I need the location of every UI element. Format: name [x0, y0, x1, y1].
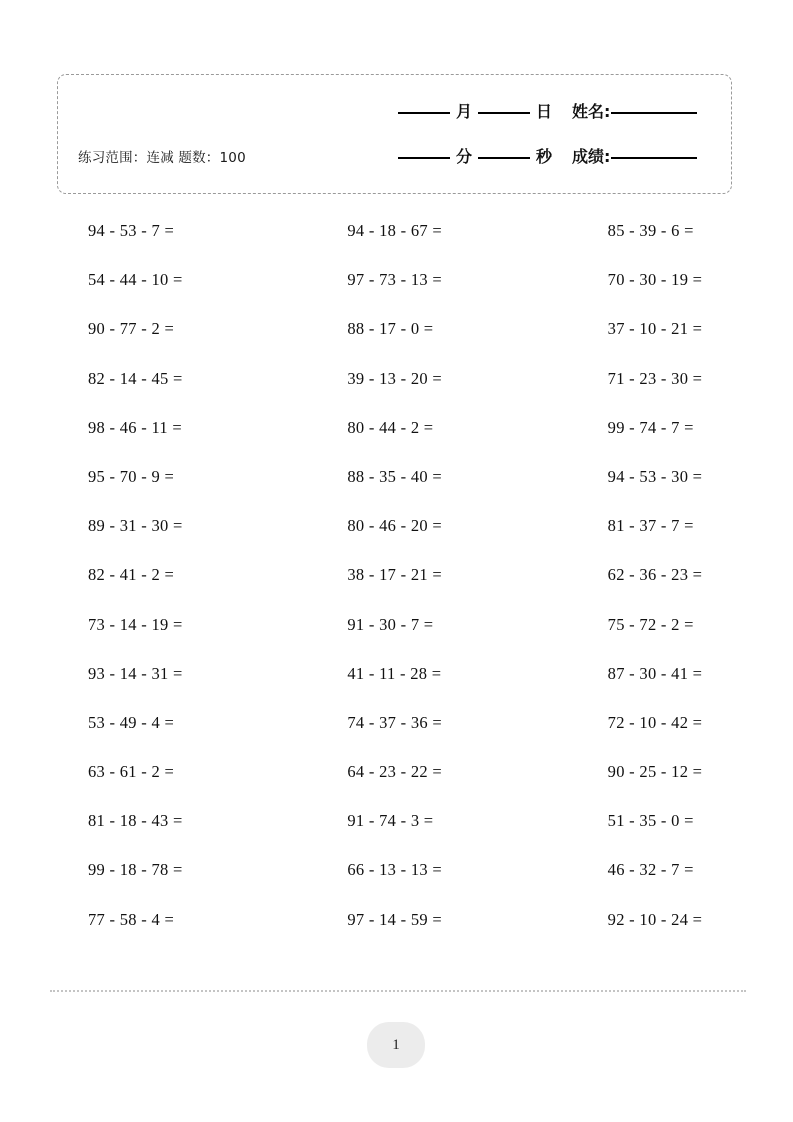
problem-item: 75 - 72 - 2 = [607, 614, 694, 634]
problem-item: 90 - 77 - 2 = [88, 319, 175, 339]
problem-item: 88 - 17 - 0 = [347, 319, 434, 339]
problem-item: 62 - 36 - 23 = [607, 565, 703, 585]
score-blank-line[interactable] [611, 157, 697, 159]
problem-item: 38 - 17 - 21 = [347, 565, 442, 585]
problem-item: 99 - 18 - 78 = [88, 860, 183, 880]
practice-meta-text: 练习范围：连减 题数：100 [78, 150, 246, 166]
problem-column-3 [529, 206, 793, 944]
problem-item: 97 - 73 - 13 = [347, 270, 442, 290]
score-label: 成绩: [572, 147, 611, 166]
time-score-field-row [398, 144, 697, 167]
problem-item: 80 - 44 - 2 = [347, 417, 434, 437]
problem-item: 82 - 14 - 45 = [88, 368, 183, 388]
month-label: 月 [456, 102, 473, 121]
problem-item: 46 - 32 - 7 = [607, 860, 694, 880]
problem-item: 71 - 23 - 30 = [607, 368, 703, 388]
footer-divider [50, 990, 746, 992]
day-blank-line[interactable] [478, 112, 530, 114]
problem-item: 64 - 23 - 22 = [347, 762, 442, 782]
problem-item: 39 - 13 - 20 = [347, 368, 442, 388]
problem-item: 51 - 35 - 0 = [607, 811, 694, 831]
second-label: 秒 [536, 147, 553, 166]
problem-item: 63 - 61 - 2 = [88, 762, 175, 782]
problem-item: 80 - 46 - 20 = [347, 516, 442, 536]
problem-item: 87 - 30 - 41 = [607, 663, 703, 683]
problem-item: 74 - 37 - 36 = [347, 712, 442, 732]
problem-item: 89 - 31 - 30 = [88, 516, 183, 536]
problem-item: 97 - 14 - 59 = [347, 909, 442, 929]
problem-item: 92 - 10 - 24 = [607, 909, 703, 929]
month-blank-line[interactable] [398, 112, 450, 114]
problem-item: 77 - 58 - 4 = [88, 909, 175, 929]
problem-item: 53 - 49 - 4 = [88, 712, 175, 732]
problem-item: 70 - 30 - 19 = [607, 270, 703, 290]
problem-item: 94 - 53 - 7 = [88, 221, 175, 240]
problem-item: 91 - 74 - 3 = [347, 811, 434, 831]
name-blank-line[interactable] [611, 112, 697, 114]
worksheet-header-box [57, 74, 732, 194]
problems-grid [0, 206, 793, 944]
date-name-field-row [398, 99, 697, 122]
problem-item: 82 - 41 - 2 = [88, 565, 175, 585]
problem-column-1 [0, 206, 264, 944]
page-number-badge: 1 [367, 1022, 425, 1068]
problem-item: 99 - 74 - 7 = [607, 417, 694, 437]
minute-label: 分 [456, 147, 473, 166]
problem-item: 95 - 70 - 9 = [88, 466, 175, 486]
problem-item: 85 - 39 - 6 = [607, 221, 694, 240]
problem-item: 94 - 18 - 67 = [347, 221, 442, 240]
day-label: 日 [536, 102, 553, 121]
problem-item: 41 - 11 - 28 = [347, 663, 442, 683]
problem-item: 73 - 14 - 19 = [88, 614, 183, 634]
problem-item: 81 - 37 - 7 = [607, 516, 694, 536]
problem-column-2 [264, 206, 528, 944]
problem-item: 94 - 53 - 30 = [607, 466, 703, 486]
problem-item: 91 - 30 - 7 = [347, 614, 434, 634]
problem-item: 88 - 35 - 40 = [347, 466, 442, 486]
name-label: 姓名: [572, 102, 611, 121]
second-blank-line[interactable] [478, 157, 530, 159]
problem-item: 54 - 44 - 10 = [88, 270, 183, 290]
problem-item: 90 - 25 - 12 = [607, 762, 703, 782]
problem-item: 72 - 10 - 42 = [607, 712, 703, 732]
problem-item: 81 - 18 - 43 = [88, 811, 183, 831]
problem-item: 98 - 46 - 11 = [88, 417, 183, 437]
problem-item: 37 - 10 - 21 = [607, 319, 703, 339]
minute-blank-line[interactable] [398, 157, 450, 159]
problem-item: 66 - 13 - 13 = [347, 860, 442, 880]
problem-item: 93 - 14 - 31 = [88, 663, 183, 683]
